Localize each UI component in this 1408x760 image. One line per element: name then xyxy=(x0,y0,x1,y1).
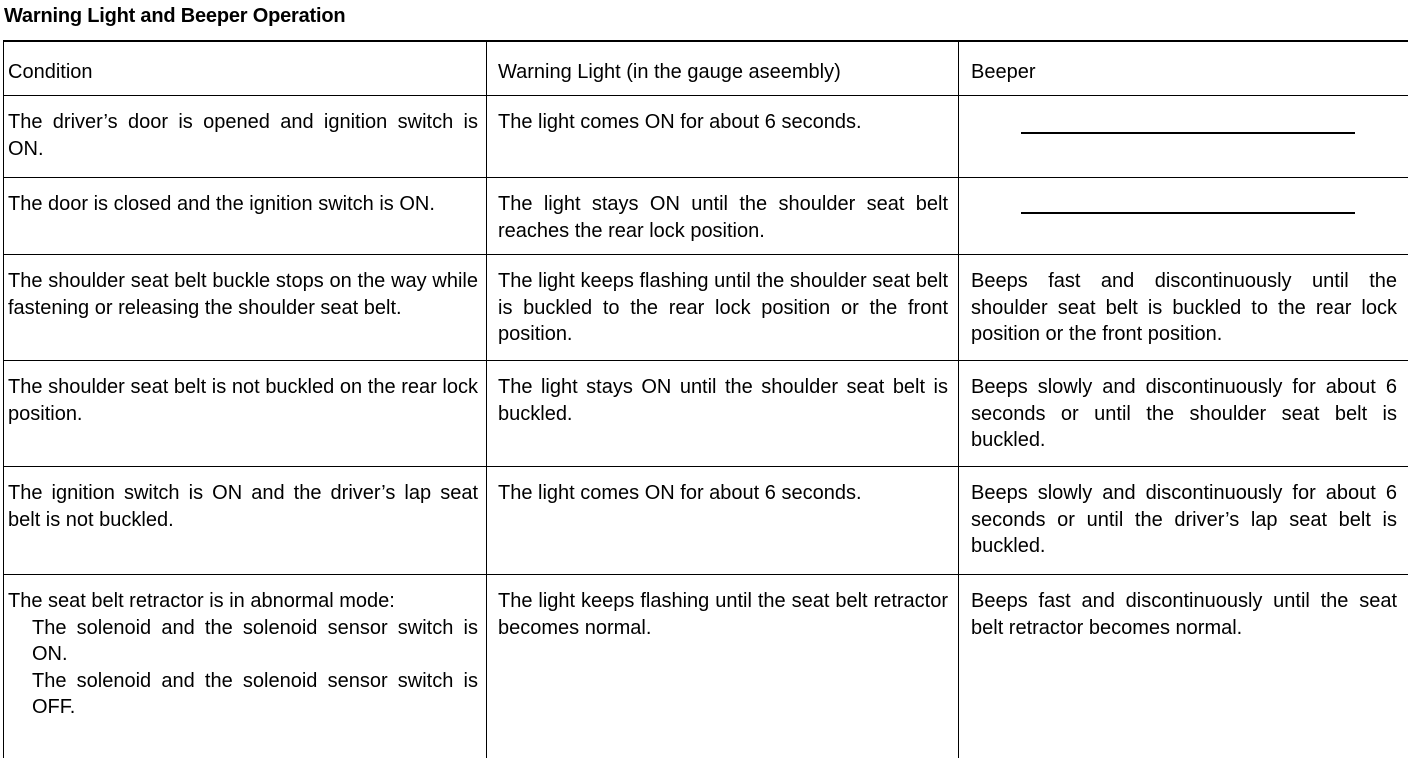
page-title: Warning Light and Beeper Operation xyxy=(4,5,346,27)
table-row xyxy=(3,467,1408,575)
table-row xyxy=(3,96,1408,178)
column-header-beeper: Beeper xyxy=(971,61,1036,83)
table-row xyxy=(3,575,1408,760)
column-header-condition: Condition xyxy=(8,61,93,83)
condition-cell: The shoulder seat belt buckle stops on the way while fastening or releasing the shoulder seat belt. xyxy=(8,270,478,319)
table-left-border xyxy=(3,40,4,758)
beeper-cell: Beeps fast and discontinuously until the seat belt retractor becomes normal. xyxy=(971,590,1397,639)
column-divider xyxy=(486,40,487,758)
warning-light-cell: The light keeps flashing until the seat belt retractor becomes normal. xyxy=(498,590,948,639)
condition-cell xyxy=(8,575,478,760)
condition-text: The seat belt retractor is in abnormal mode: xyxy=(8,590,395,612)
table-row xyxy=(3,178,1408,255)
warning-light-cell: The light stays ON until the shoulder seat belt reaches the rear lock position. xyxy=(498,193,948,242)
table-header-row xyxy=(3,42,1408,96)
table-row xyxy=(3,255,1408,361)
table-row xyxy=(3,361,1408,467)
warning-light-cell: The light comes ON for about 6 seconds. xyxy=(498,482,862,504)
column-divider xyxy=(958,40,959,758)
beeper-cell: Beeps slowly and discontinuously for about 6 seconds or until the driver’s lap seat belt is buckled. xyxy=(971,482,1397,558)
beeper-cell: Beeps slowly and discontinuously for about 6 seconds or until the shoulder seat belt is buckled. xyxy=(971,376,1397,452)
warning-light-cell: The light comes ON for about 6 seconds. xyxy=(498,111,862,133)
no-beeper-dash xyxy=(1021,212,1355,214)
condition-cell: The driver’s door is opened and ignition switch is ON. xyxy=(8,111,478,160)
condition-cell: The shoulder seat belt is not buckled on the rear lock position. xyxy=(8,376,478,425)
warning-light-cell: The light keeps flashing until the shoulder seat belt is buckled to the rear lock position or the front position. xyxy=(498,270,948,346)
condition-cell: The ignition switch is ON and the driver’s lap seat belt is not buckled. xyxy=(8,482,478,531)
no-beeper-dash xyxy=(1021,132,1355,134)
condition-sub-item: The solenoid and the solenoid sensor switch is OFF. xyxy=(32,669,478,719)
warning-light-cell: The light stays ON until the shoulder seat belt is buckled. xyxy=(498,376,948,425)
condition-sub-item: The solenoid and the solenoid sensor switch is ON. xyxy=(32,616,478,666)
column-header-warning-light: Warning Light (in the gauge aseembly) xyxy=(498,61,841,83)
beeper-cell: Beeps fast and discontinuously until the shoulder seat belt is buckled to the rear lock position or the front position. xyxy=(971,270,1397,346)
warning-light-beeper-table xyxy=(3,40,1408,758)
condition-cell: The door is closed and the ignition switch is ON. xyxy=(8,193,435,215)
